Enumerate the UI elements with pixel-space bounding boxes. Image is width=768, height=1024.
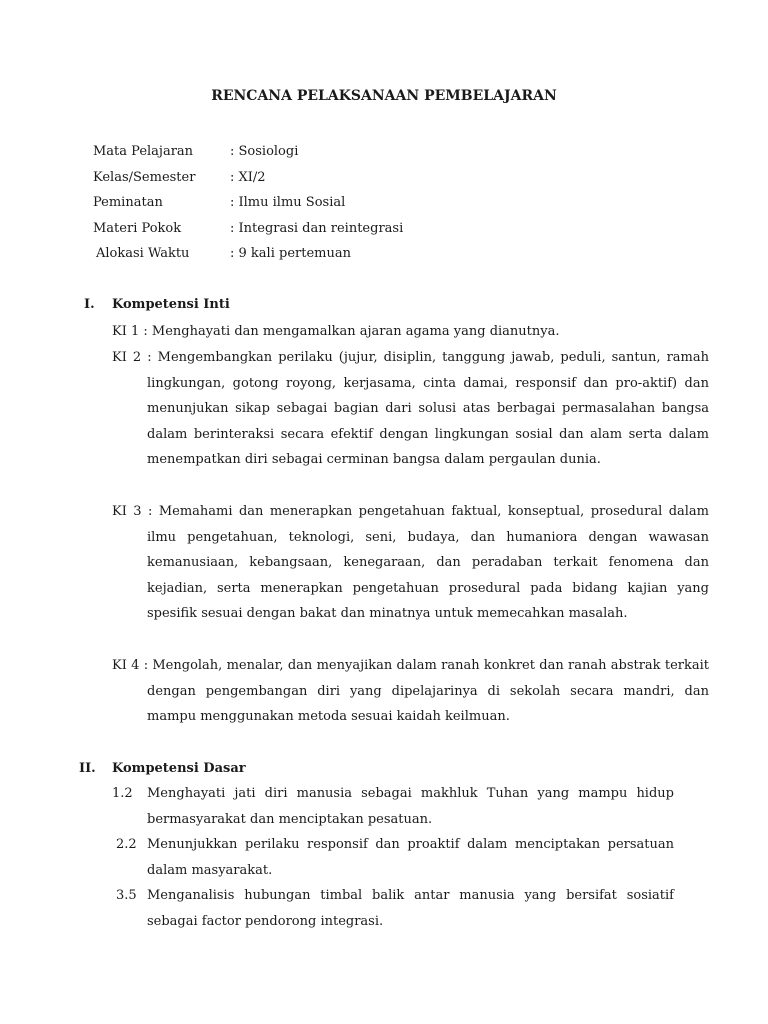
info-row-specialization <box>93 190 403 216</box>
ki-3: KI 3 : Memahami dan menerapkan pengetahuan faktual, konseptual, prosedural dalam ilmu pengetahuan, teknologi, seni, budaya, dan humaniora dengan wawasan kemanusiaan, kebangsaan, kenegaraan, dan peradaban terkait fenomena dan kejadian, serta menerapkan pengetahuan prosedural pada bidang kajian yang spesifik sesuai dengan bakat dan minatnya untuk memecahkan masalah. <box>112 504 709 622</box>
info-label: Peminatan <box>93 195 163 210</box>
course-info <box>93 139 403 267</box>
kd-text: Menghayati jati diri manusia sebagai makhluk Tuhan yang mampu hidup bermasyarakat dan menciptakan pesatuan. <box>147 786 674 827</box>
info-row-topic <box>93 216 403 242</box>
section-2-number: II. <box>79 761 96 776</box>
ki-4: KI 4 : Mengolah, menalar, dan menyajikan dalam ranah konkret dan ranah abstrak terkait dengan pengembangan diri yang dipelajarinya di sekolah secara mandri, dan mampu menggunakan metoda sesuai kaidah keilmuan. <box>112 658 709 725</box>
kd-number: 3.5 <box>116 888 137 903</box>
section-2-heading: Kompetensi Dasar <box>112 761 246 776</box>
info-label: Alokasi Waktu <box>96 246 190 261</box>
info-value: : 9 kali pertemuan <box>230 246 351 261</box>
kd-text: Menganalisis hubungan timbal balik antar manusia yang bersifat sosiatif sebagai factor pendorong integrasi. <box>147 888 674 929</box>
info-row-time <box>93 241 403 267</box>
info-row-subject <box>93 139 403 165</box>
ki-1: KI 1 : Menghayati dan mengamalkan ajaran agama yang dianutnya. <box>112 324 560 339</box>
info-value: : Sosiologi <box>230 144 299 159</box>
kd-item <box>112 883 674 934</box>
kd-item <box>112 832 674 883</box>
info-value: : Ilmu ilmu Sosial <box>230 195 346 210</box>
kd-text: Menunjukkan perilaku responsif dan proaktif dalam menciptakan persatuan dalam masyarakat. <box>147 837 674 878</box>
kd-number: 1.2 <box>112 786 133 801</box>
kd-item <box>112 781 674 832</box>
info-value: : Integrasi dan reintegrasi <box>230 220 404 236</box>
kd-number: 2.2 <box>116 837 137 852</box>
info-row-class <box>93 165 403 191</box>
info-label: Materi Pokok <box>93 220 182 236</box>
info-label: Kelas/Semester <box>93 169 196 185</box>
section-1-heading: Kompetensi Inti <box>112 297 230 312</box>
ki-2: KI 2 : Mengembangkan perilaku (jujur, disiplin, tanggung jawab, peduli, santun, ramah lingkungan, gotong royong, kerjasama, cinta damai, responsif dan pro-aktif) dan menunjukan sikap sebagai bagian dari solusi atas berbagai permasalahan bangsa dalam berinteraksi secara efektif dengan lingkungan sosial dan alam serta dalam menempatkan diri sebagai cerminan bangsa dalam pergaulan dunia. <box>112 350 709 468</box>
section-1-number: I. <box>84 297 95 312</box>
info-label: Mata Pelajaran <box>93 144 194 159</box>
info-value: : XI/2 <box>230 169 266 185</box>
document-title: RENCANA PELAKSANAAN PEMBELAJARAN <box>211 88 557 104</box>
